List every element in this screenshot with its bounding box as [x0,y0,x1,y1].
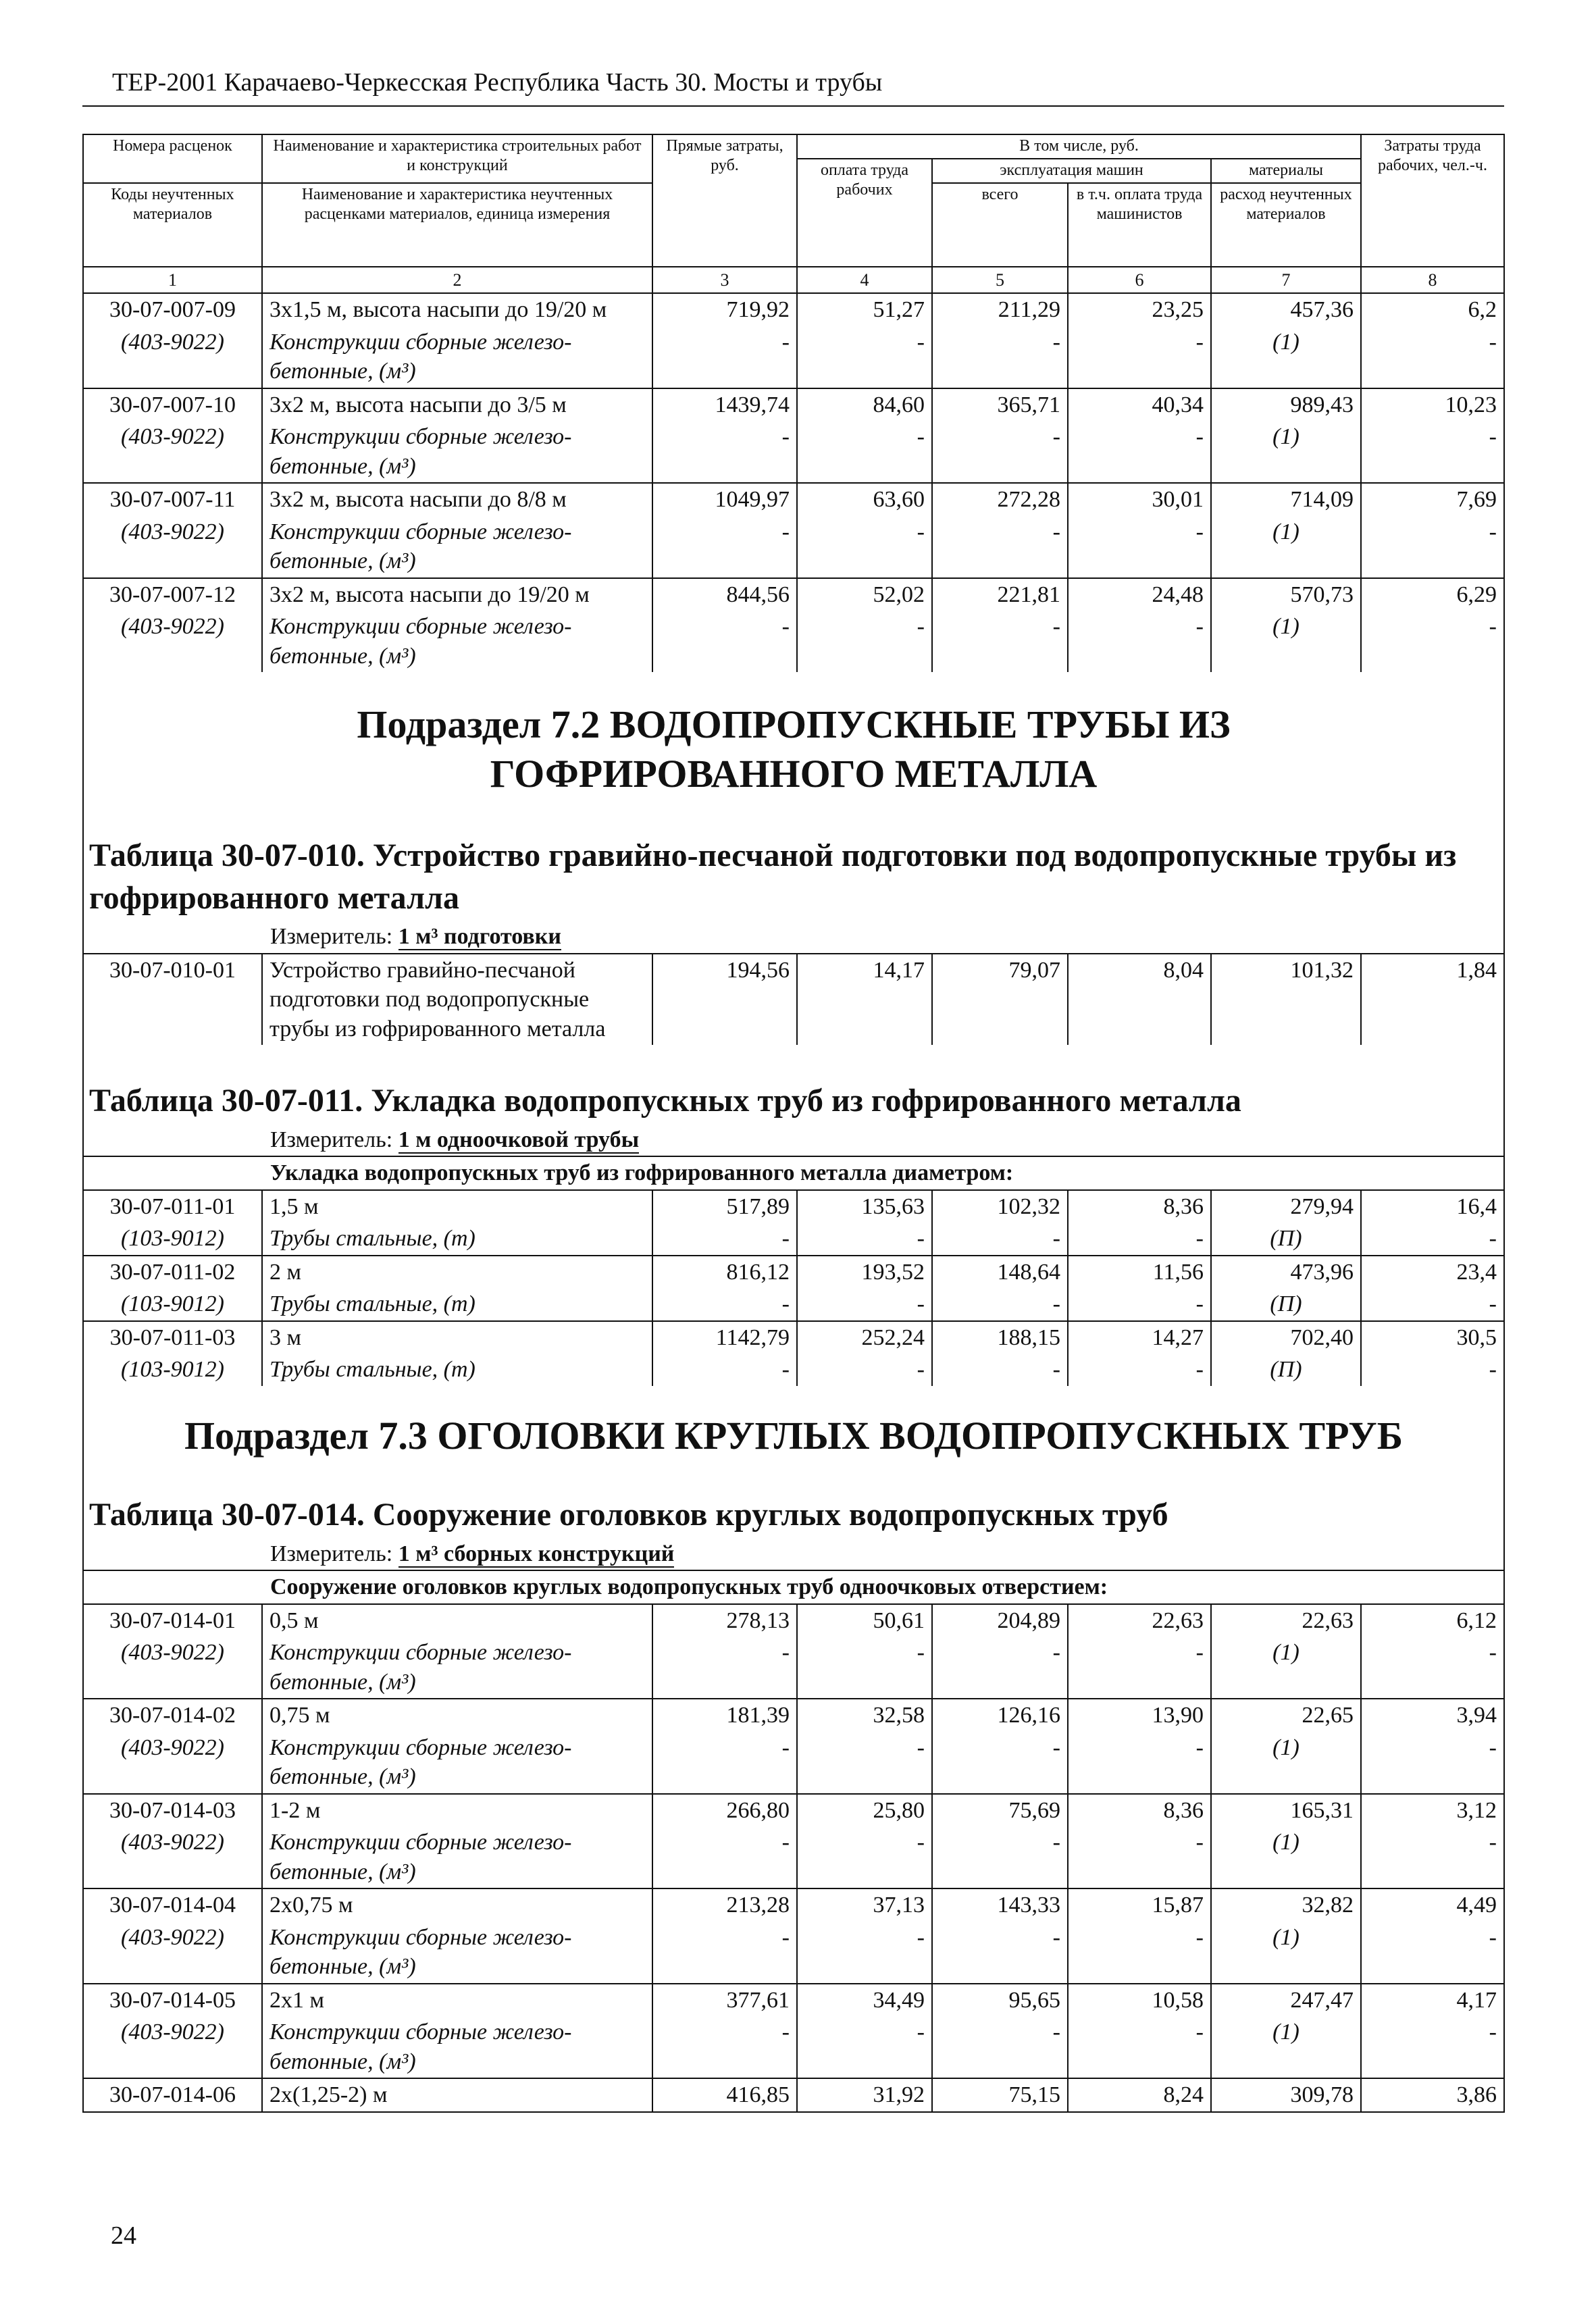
rate-value-c4: 135,63 [797,1190,932,1223]
rate-value-c3: 844,56 [652,578,797,611]
rate-value-c7: 714,09 [1211,483,1361,516]
rate-value-c6: 8,36 [1068,1190,1211,1223]
rate-value-c3: 719,92 [652,293,797,326]
rate-value-c4: 252,24 [797,1321,932,1354]
rate-value-c8: 6,2 [1361,293,1504,326]
rate-value-c5: 148,64 [932,1256,1068,1289]
material-value-m6: - [1068,326,1211,388]
col-header-materials: материалы [1211,159,1361,183]
rate-name: 2х0,75 м [262,1888,652,1922]
material-value-m8: - [1361,516,1504,578]
material-name: Трубы стальные, (т) [262,1288,652,1321]
rate-value-c4: 34,49 [797,1984,932,2017]
material-row [83,1637,1504,1699]
material-value-m6: - [1068,1732,1211,1794]
col-number: 3 [652,267,797,293]
material-value-m3: - [652,421,797,483]
material-value-m6: - [1068,1637,1211,1699]
col-header-rate-number: Номера расценок [83,134,262,183]
rate-value-c8: 6,29 [1361,578,1504,611]
rate-value-c7: 165,31 [1211,1794,1361,1827]
material-value-m6: - [1068,1288,1211,1321]
rate-value-c6: 14,27 [1068,1321,1211,1354]
material-value-m8: - [1361,1288,1504,1321]
col-header-direct-costs: Прямые затраты, руб. [652,134,797,267]
rate-value-c5: 272,28 [932,483,1068,516]
material-value-m7: (1) [1211,421,1361,483]
material-value-m5: - [932,1288,1068,1321]
rate-value-c8: 4,17 [1361,1984,1504,2017]
material-value-m7: (1) [1211,516,1361,578]
material-value-m5: - [932,611,1068,672]
rates-table [82,134,1505,2113]
rate-value-c6: 8,36 [1068,1794,1211,1827]
rate-name: 3х2 м, высота насыпи до 19/20 м [262,578,652,611]
spacer [83,1386,1504,1410]
material-code: (403-9022) [83,326,262,388]
header-rule [82,105,1504,107]
subsection-title-row [83,1410,1504,1462]
material-value-m7: (1) [1211,326,1361,388]
material-value-m6: - [1068,611,1211,672]
col-header-material-codes: Коды неучтенных материалов [83,183,262,267]
rate-value-c7: 279,94 [1211,1190,1361,1223]
rate-code: 30-07-007-12 [83,578,262,611]
col-number: 5 [932,267,1068,293]
rate-name: 1,5 м [262,1190,652,1223]
material-value-m7: (1) [1211,1732,1361,1794]
material-value-m3: - [652,611,797,672]
table-title-row [83,833,1504,921]
material-value-m7: (1) [1211,611,1361,672]
rate-value-c5: 143,33 [932,1888,1068,1922]
rate-name: 1-2 м [262,1794,652,1827]
table-title-row [83,1079,1504,1123]
material-value-m7: (П) [1211,1354,1361,1386]
rate-row [83,293,1504,326]
rate-value-c6: 23,25 [1068,293,1211,326]
rate-value-c8: 1,84 [1361,954,1504,1046]
material-row [83,326,1504,388]
rate-row [83,954,1504,1046]
rate-value-c4: 14,17 [797,954,932,1046]
table-title: Таблица 30-07-011. Укладка водопропускных труб из гофрированного металла [83,1079,1504,1123]
rate-value-c6: 24,48 [1068,578,1211,611]
material-value-m8: - [1361,1826,1504,1888]
material-name: Конструкции сборные железо-бетонные, (м³) [262,2016,652,2078]
rate-value-c3: 278,13 [652,1604,797,1637]
material-value-m4: - [797,516,932,578]
spacer [83,800,1504,833]
material-code: (403-9022) [83,1732,262,1794]
material-row [83,2016,1504,2078]
material-value-m8: - [1361,421,1504,483]
rate-row [83,578,1504,611]
material-value-m5: - [932,1826,1068,1888]
page-number: 24 [111,2221,136,2250]
spacer [83,1045,1504,1079]
rate-value-c7: 473,96 [1211,1256,1361,1289]
col-header-work-name: Наименование и характеристика строительных работ и конструкций [262,134,652,183]
material-value-m6: - [1068,516,1211,578]
rate-value-c5: 79,07 [932,954,1068,1046]
rate-row [83,483,1504,516]
rate-value-c7: 309,78 [1211,2078,1361,2112]
rate-row [83,388,1504,421]
material-value-m4: - [797,1922,932,1984]
spacer [83,1462,1504,1493]
group-head-row [83,1570,1504,1604]
material-value-m6: - [1068,421,1211,483]
rate-value-c4: 31,92 [797,2078,932,2112]
rate-code: 30-07-011-01 [83,1190,262,1223]
table-title: Таблица 30-07-014. Сооружение оголовков круглых водопропускных труб [83,1493,1504,1537]
rate-value-c5: 204,89 [932,1604,1068,1637]
measurer-label: Измеритель: [270,924,393,950]
rate-name: 2 м [262,1256,652,1289]
material-code: (403-9022) [83,516,262,578]
subsection-title: Подраздел 7.2 ВОДОПРОПУСКНЫЕ ТРУБЫ ИЗ ГОФРИРОВАННОГО МЕТАЛЛА [83,699,1504,800]
material-value-m3: - [652,326,797,388]
col-header-machines: эксплуатация машин [932,159,1211,183]
material-value-m4: - [797,1288,932,1321]
measurer-value: 1 м³ подготовки [398,924,561,950]
col-header-machines-labor: в т.ч. оплата труда машинистов [1068,183,1211,267]
material-value-m7: (П) [1211,1288,1361,1321]
material-value-m8: - [1361,1732,1504,1794]
table-title-row [83,1493,1504,1537]
material-value-m8: - [1361,1922,1504,1984]
material-value-m3: - [652,1288,797,1321]
subsection-title-row [83,699,1504,800]
material-code: (103-9012) [83,1223,262,1256]
col-number: 4 [797,267,932,293]
rate-code: 30-07-007-09 [83,293,262,326]
rate-value-c3: 1142,79 [652,1321,797,1354]
table-title: Таблица 30-07-010. Устройство гравийно-песчаной подготовки под водопропускные трубы из гофрированного металла [83,833,1504,921]
col-number: 7 [1211,267,1361,293]
material-value-m5: - [932,1223,1068,1256]
material-value-m5: - [932,516,1068,578]
rate-code: 30-07-010-01 [83,954,262,1046]
rate-value-c4: 25,80 [797,1794,932,1827]
rate-name: 0,5 м [262,1604,652,1637]
measurer [83,1124,1504,1157]
material-value-m5: - [932,1354,1068,1386]
rate-value-c7: 570,73 [1211,578,1361,611]
rate-value-c4: 37,13 [797,1888,932,1922]
rate-row [83,1604,1504,1637]
material-row [83,1826,1504,1888]
rate-value-c6: 8,24 [1068,2078,1211,2112]
material-value-m7: (П) [1211,1223,1361,1256]
material-value-m6: - [1068,1354,1211,1386]
col-header-materials-sub: расход неучтенных материалов [1211,183,1361,267]
rate-row [83,1888,1504,1922]
material-value-m8: - [1361,1223,1504,1256]
material-value-m5: - [932,1732,1068,1794]
rate-row [83,1699,1504,1732]
spacer-row [83,672,1504,699]
rate-value-c5: 221,81 [932,578,1068,611]
rate-value-c4: 32,58 [797,1699,932,1732]
rate-value-c6: 13,90 [1068,1699,1211,1732]
material-code: (403-9022) [83,1637,262,1699]
material-name: Трубы стальные, (т) [262,1354,652,1386]
rate-value-c8: 3,12 [1361,1794,1504,1827]
rate-value-c3: 377,61 [652,1984,797,2017]
rate-value-c6: 40,34 [1068,388,1211,421]
rate-code: 30-07-011-03 [83,1321,262,1354]
rate-value-c6: 22,63 [1068,1604,1211,1637]
material-name: Конструкции сборные железо-бетонные, (м³) [262,421,652,483]
material-value-m4: - [797,1354,932,1386]
material-value-m3: - [652,516,797,578]
material-value-m3: - [652,1732,797,1794]
col-number: 2 [262,267,652,293]
rate-value-c4: 84,60 [797,388,932,421]
material-row [83,1732,1504,1794]
measurer [83,1538,1504,1571]
rate-name: 2х1 м [262,1984,652,2017]
material-value-m5: - [932,421,1068,483]
measurer-value: 1 м³ сборных конструкций [398,1541,675,1566]
rate-name: 2х(1,25-2) м [262,2078,652,2112]
rate-row [83,1794,1504,1827]
rate-code: 30-07-011-02 [83,1256,262,1289]
col-header-machines-total: всего [932,183,1068,267]
material-value-m5: - [932,1637,1068,1699]
material-name: Конструкции сборные железо-бетонные, (м³) [262,1732,652,1794]
rate-value-c4: 50,61 [797,1604,932,1637]
rate-value-c7: 702,40 [1211,1321,1361,1354]
rate-value-c3: 213,28 [652,1888,797,1922]
rate-name: 3х2 м, высота насыпи до 3/5 м [262,388,652,421]
rate-value-c3: 1049,97 [652,483,797,516]
rate-value-c3: 816,12 [652,1256,797,1289]
material-row [83,1288,1504,1321]
material-row [83,516,1504,578]
rate-value-c6: 8,04 [1068,954,1211,1046]
material-value-m6: - [1068,2016,1211,2078]
col-header-labor: Затраты труда рабочих, чел.-ч. [1361,134,1504,267]
rate-name: Устройство гравийно-песчаной подготовки под водопропускные трубы из гофрированного металла [262,954,652,1046]
group-head: Укладка водопропускных труб из гофрированного металла диаметром: [83,1156,1504,1190]
rate-value-c7: 32,82 [1211,1888,1361,1922]
material-value-m3: - [652,1826,797,1888]
material-name: Конструкции сборные железо-бетонные, (м³) [262,1922,652,1984]
material-value-m4: - [797,326,932,388]
spacer-row [83,1462,1504,1493]
rate-value-c7: 989,43 [1211,388,1361,421]
material-value-m4: - [797,421,932,483]
material-code: (403-9022) [83,611,262,672]
material-code: (403-9022) [83,2016,262,2078]
measurer-row [83,1124,1504,1157]
rate-value-c3: 194,56 [652,954,797,1046]
rate-value-c3: 1439,74 [652,388,797,421]
material-value-m4: - [797,1223,932,1256]
material-name: Конструкции сборные железо-бетонные, (м³) [262,326,652,388]
rate-code: 30-07-007-10 [83,388,262,421]
col-header-group: В том числе, руб. [797,134,1361,159]
rate-name: 3х2 м, высота насыпи до 8/8 м [262,483,652,516]
rate-row [83,1190,1504,1223]
measurer-value: 1 м одноочковой трубы [398,1127,640,1152]
material-name: Конструкции сборные железо-бетонные, (м³) [262,516,652,578]
rate-value-c8: 7,69 [1361,483,1504,516]
material-value-m6: - [1068,1826,1211,1888]
measurer-row [83,1538,1504,1571]
rate-value-c7: 247,47 [1211,1984,1361,2017]
material-value-m4: - [797,1826,932,1888]
material-name: Конструкции сборные железо-бетонные, (м³) [262,1637,652,1699]
col-number: 1 [83,267,262,293]
group-head: Сооружение оголовков круглых водопропускных труб одноочковых отверстием: [83,1570,1504,1604]
rate-value-c7: 457,36 [1211,293,1361,326]
rate-row [83,1984,1504,2017]
spacer-row [83,1045,1504,1079]
rate-name: 3 м [262,1321,652,1354]
material-name: Конструкции сборные железо-бетонные, (м³) [262,1826,652,1888]
rate-code: 30-07-007-11 [83,483,262,516]
material-row [83,611,1504,672]
rate-code: 30-07-014-01 [83,1604,262,1637]
material-value-m8: - [1361,1637,1504,1699]
rate-value-c6: 30,01 [1068,483,1211,516]
rate-value-c3: 181,39 [652,1699,797,1732]
material-value-m7: (1) [1211,1637,1361,1699]
rate-value-c8: 3,86 [1361,2078,1504,2112]
rate-value-c6: 15,87 [1068,1888,1211,1922]
rate-value-c7: 22,65 [1211,1699,1361,1732]
subsection-title: Подраздел 7.3 ОГОЛОВКИ КРУГЛЫХ ВОДОПРОПУСКНЫХ ТРУБ [83,1410,1504,1462]
group-head-row [83,1156,1504,1190]
rate-value-c5: 95,65 [932,1984,1068,2017]
material-row [83,1223,1504,1256]
material-value-m4: - [797,2016,932,2078]
material-value-m7: (1) [1211,1922,1361,1984]
material-value-m4: - [797,611,932,672]
rate-value-c8: 30,5 [1361,1321,1504,1354]
rate-value-c4: 52,02 [797,578,932,611]
rate-value-c8: 4,49 [1361,1888,1504,1922]
rate-value-c4: 63,60 [797,483,932,516]
rate-value-c6: 11,56 [1068,1256,1211,1289]
rates-table-body [83,134,1504,2112]
rate-value-c5: 75,69 [932,1794,1068,1827]
rate-value-c4: 51,27 [797,293,932,326]
material-value-m5: - [932,326,1068,388]
rate-value-c3: 266,80 [652,1794,797,1827]
material-value-m3: - [652,1223,797,1256]
rate-value-c8: 6,12 [1361,1604,1504,1637]
material-value-m6: - [1068,1922,1211,1984]
material-value-m3: - [652,1354,797,1386]
col-header-material-names: Наименование и характеристика неучтенных расценками материалов, единица измерения [262,183,652,267]
rate-value-c5: 102,32 [932,1190,1068,1223]
material-value-m5: - [932,2016,1068,2078]
spacer-row [83,1386,1504,1410]
rate-code: 30-07-014-05 [83,1984,262,2017]
rate-code: 30-07-014-06 [83,2078,262,2112]
material-value-m5: - [932,1922,1068,1984]
rate-value-c3: 416,85 [652,2078,797,2112]
rate-value-c6: 10,58 [1068,1984,1211,2017]
rate-value-c4: 193,52 [797,1256,932,1289]
rate-value-c3: 517,89 [652,1190,797,1223]
measurer-label: Измеритель: [270,1541,393,1566]
rate-value-c5: 188,15 [932,1321,1068,1354]
rate-value-c5: 365,71 [932,388,1068,421]
rate-name: 0,75 м [262,1699,652,1732]
col-number: 6 [1068,267,1211,293]
measurer [83,921,1504,954]
col-number: 8 [1361,267,1504,293]
material-code: (103-9012) [83,1354,262,1386]
rate-value-c8: 16,4 [1361,1190,1504,1223]
rate-value-c5: 126,16 [932,1699,1068,1732]
rate-value-c7: 101,32 [1211,954,1361,1046]
rate-code: 30-07-014-03 [83,1794,262,1827]
material-value-m7: (1) [1211,2016,1361,2078]
material-value-m3: - [652,2016,797,2078]
rate-value-c7: 22,63 [1211,1604,1361,1637]
rate-row [83,1256,1504,1289]
material-row [83,1354,1504,1386]
rate-value-c8: 10,23 [1361,388,1504,421]
material-row [83,421,1504,483]
material-value-m7: (1) [1211,1826,1361,1888]
spacer-row [83,800,1504,833]
rate-value-c8: 23,4 [1361,1256,1504,1289]
material-value-m6: - [1068,1223,1211,1256]
rate-value-c5: 211,29 [932,293,1068,326]
material-code: (403-9022) [83,1922,262,1984]
measurer-row [83,921,1504,954]
material-name: Трубы стальные, (т) [262,1223,652,1256]
material-name: Конструкции сборные железо-бетонные, (м³) [262,611,652,672]
material-row [83,1922,1504,1984]
rate-value-c5: 75,15 [932,2078,1068,2112]
material-value-m8: - [1361,2016,1504,2078]
rate-code: 30-07-014-02 [83,1699,262,1732]
material-value-m8: - [1361,611,1504,672]
material-code: (403-9022) [83,1826,262,1888]
rate-row [83,1321,1504,1354]
running-header: ТЕР-2001 Карачаево-Черкесская Республика Часть 30. Мосты и трубы [112,68,883,97]
material-code: (103-9012) [83,1288,262,1321]
material-code: (403-9022) [83,421,262,483]
material-value-m3: - [652,1637,797,1699]
material-value-m4: - [797,1732,932,1794]
rate-name: 3х1,5 м, высота насыпи до 19/20 м [262,293,652,326]
spacer [83,672,1504,699]
material-value-m8: - [1361,326,1504,388]
rate-row [83,2078,1504,2112]
material-value-m8: - [1361,1354,1504,1386]
rate-value-c8: 3,94 [1361,1699,1504,1732]
material-value-m4: - [797,1637,932,1699]
rate-code: 30-07-014-04 [83,1888,262,1922]
measurer-label: Измеритель: [270,1127,393,1152]
col-header-pay: оплата труда рабочих [797,159,932,267]
material-value-m3: - [652,1922,797,1984]
